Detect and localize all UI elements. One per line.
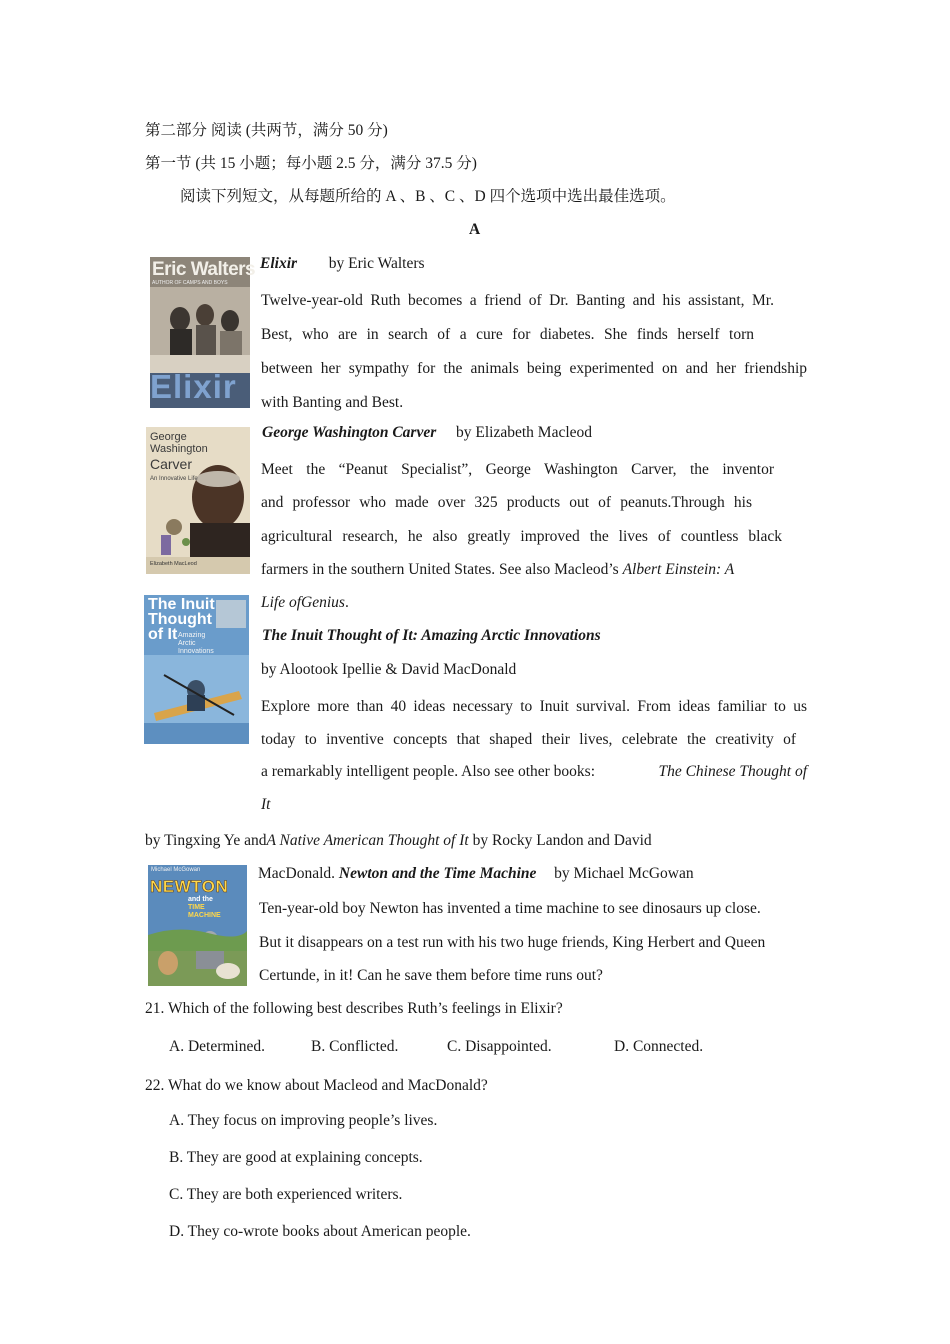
inuit-cover-sub-3: Innovations xyxy=(178,648,214,655)
inuit-cover-line-2: Thought xyxy=(148,611,212,628)
question-22-option-d[interactable]: D. They co-wrote books about American people. xyxy=(169,1223,471,1240)
bridge-line: by Tingxing Ye andA Native American Thought of It by Rocky Landon and David xyxy=(145,832,652,849)
question-22-option-c[interactable]: C. They are both experienced writers. xyxy=(169,1186,403,1203)
carver-desc-line-5: Life ofGenius. xyxy=(261,594,349,611)
inuit-cover-line-1: The Inuit xyxy=(148,596,215,613)
bridge-cont: MacDonald. xyxy=(258,865,336,882)
question-22-option-b[interactable]: B. They are good at explaining concepts. xyxy=(169,1149,423,1166)
carver-desc-line-1: Meet the “Peanut Specialist”, George Washington Carver, the inventor xyxy=(261,461,774,478)
question-21-option-d[interactable]: D. Connected. xyxy=(614,1038,704,1055)
carver-cover-line-3: Carver xyxy=(150,456,193,472)
section-heading: 第一节 (共 15 小题；每小题 2.5 分，满分 37.5 分) xyxy=(145,155,477,172)
book-author: by Eric Walters xyxy=(328,255,425,272)
book-entry-newton xyxy=(258,865,694,884)
book-title: Elixir xyxy=(260,255,298,272)
question-22-stem: 22. What do we know about Macleod and MacDonald? xyxy=(145,1077,488,1094)
see-also-title: Albert Einstein: A xyxy=(622,561,735,578)
inuit-desc-line-1: Explore more than 40 ideas necessary to Inuit survival. From ideas familiar to us xyxy=(261,698,807,715)
carver-desc-line-2: and professor who made over 325 products out of peanuts.Through his xyxy=(261,494,752,511)
question-21-option-c[interactable]: C. Disappointed. xyxy=(447,1038,552,1055)
question-21-option-b[interactable]: B. Conflicted. xyxy=(311,1038,399,1055)
newton-cover-line-2: and the xyxy=(188,896,213,903)
newton-desc-line-3: Certunde, in it! Can he save them before time runs out? xyxy=(259,967,603,984)
book-entry-elixir xyxy=(260,255,425,274)
book-title: George Washington Carver xyxy=(262,424,437,441)
carver-cover-line-2: Washington xyxy=(150,443,208,455)
inuit-desc-line-3: a remarkably intelligent people. Also see other books: The Chinese Thought of xyxy=(261,763,807,780)
book-author: by Michael McGowan xyxy=(554,865,694,882)
passage-label: A xyxy=(469,221,481,238)
newton-cover-line-4: MACHINE xyxy=(188,912,221,919)
question-22-option-a[interactable]: A. They focus on improving people’s lives. xyxy=(169,1112,438,1129)
question-21-option-a[interactable]: A. Determined. xyxy=(169,1038,265,1055)
carver-desc-line-4: farmers in the southern United States. See also Macleod’s Albert Einstein: A xyxy=(261,561,735,578)
book-author-inuit: by Alootook Ipellie & David MacDonald xyxy=(261,661,517,678)
elixir-cover-sub: AUTHOR OF CAMPS AND BOYS xyxy=(152,280,228,286)
newton-desc-line-2: But it disappears on a test run with his two huge friends, King Herbert and Queen xyxy=(259,934,766,951)
carver-desc-line-3: agricultural research, he also greatly improved the lives of countless black xyxy=(261,528,782,545)
book-entry-carver xyxy=(262,424,592,443)
part-heading: 第二部分 阅读 (共两节，满分 50 分) xyxy=(145,122,388,139)
carver-cover-line-1: George xyxy=(150,431,187,443)
inuit-cover-sub-1: Amazing xyxy=(178,632,206,639)
bridge-book-title: A Native American Thought of It xyxy=(266,832,469,849)
book-author: by Elizabeth Macleod xyxy=(456,424,593,441)
book-title-inuit: The Inuit Thought of It: Amazing Arctic Innovations xyxy=(262,627,601,644)
see-also-title-cont: Life ofGenius xyxy=(261,594,345,611)
elixir-cover-author: Eric Walters xyxy=(152,259,256,280)
question-21-stem: 21. Which of the following best describes Ruth’s feelings in Elixir? xyxy=(145,1000,563,1017)
instruction: 阅读下列短文，从每题所给的 A 、B 、C 、D 四个选项中选出最佳选项。 xyxy=(180,188,676,205)
elixir-cover-title: Elixir xyxy=(150,368,237,405)
elixir-desc-line-1: Twelve-year-old Ruth becomes a friend of Dr. Banting and his assistant, Mr. xyxy=(261,292,774,309)
inuit-cover-sub-2: Arctic xyxy=(178,640,196,647)
newton-cover-line-1: NEWTON xyxy=(150,877,229,896)
newton-desc-line-1: Ten-year-old boy Newton has invented a time machine to see dinosaurs up close. xyxy=(259,900,761,917)
elixir-desc-line-2: Best, who are in search of a cure for diabetes. She finds herself torn xyxy=(261,326,754,343)
carver-cover-author: Elizabeth MacLeod xyxy=(150,561,197,567)
newton-cover-line-3: TIME xyxy=(188,904,205,911)
inuit-desc-line-2: today to inventive concepts that shaped their lives, celebrate the creativity of xyxy=(261,731,796,748)
inuit-cover-line-3: of It xyxy=(148,626,178,643)
carver-cover-sub: An Innovative Life xyxy=(150,476,198,482)
see-also-title: The Chinese Thought of xyxy=(658,763,807,780)
elixir-desc-line-3: between her sympathy for the animals being experimented on and her friendship xyxy=(261,360,807,377)
inuit-see-also-cont: It xyxy=(261,796,271,813)
newton-cover-author: Michael McGowan xyxy=(151,867,201,873)
elixir-desc-line-4: with Banting and Best. xyxy=(261,394,404,411)
book-title: Newton and the Time Machine xyxy=(338,865,537,882)
